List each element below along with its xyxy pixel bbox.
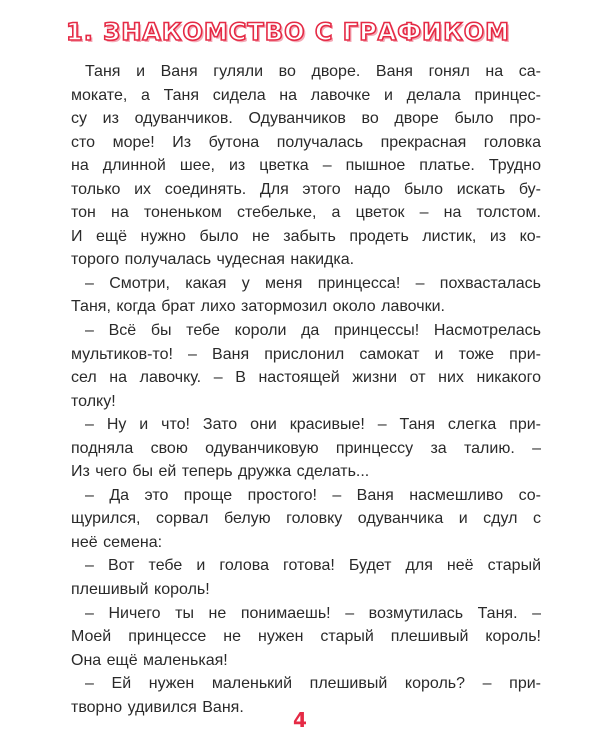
text-line: Таня и Ваня гуляли во дворе. Ваня гонял на са- <box>85 63 541 80</box>
text-line: Из чего бы ей теперь дружка сделать... <box>71 463 370 481</box>
text-line: неё семена: <box>71 533 163 551</box>
text-line: – Всё бы тебе короли да принцессы! Насмотрелась <box>85 322 541 340</box>
text-line: сел на лавочку. – В настоящей жизни от них никакого <box>71 369 541 387</box>
text-line: толку! <box>71 392 116 410</box>
text-line: торого получалась чудесная накидка. <box>71 251 355 269</box>
text-line: – Ничего ты не понимаешь! – возмутилась Таня. – <box>85 604 541 622</box>
text-line: творно удивился Ваня. <box>71 698 244 716</box>
text-line: – Смотри, какая у меня принцесса! – похвасталась <box>85 274 541 292</box>
chapter-title: 1. ЗНАКОМСТВО С ГРАФИКОМ <box>66 18 511 46</box>
page-number: 4 <box>293 708 307 732</box>
text-line: плешивый король! <box>71 581 210 599</box>
text-line: – Да это проще простого! – Ваня насмешливо со- <box>85 486 541 504</box>
text-line: подняла свою одуванчиковую принцессу за талию. – <box>71 439 541 457</box>
text-line: сто море! Из бутона получалась прекрасная головка <box>71 133 541 151</box>
text-line: су из одуванчиков. Одуванчиков во дворе было про- <box>71 110 541 128</box>
text-line: Таня, когда брат лихо затормозил около лавочки. <box>71 298 445 316</box>
text-line: только их соединять. Для этого надо было искать бу- <box>71 180 541 198</box>
text-line: – Ей нужен маленький плешивый король? – при- <box>85 675 541 693</box>
story-text <box>71 60 541 719</box>
text-line: Моей принцессе не нужен старый плешивый король! <box>71 628 541 646</box>
text-line: щурился, сорвал белую головку одуванчика и сдул с <box>71 510 541 528</box>
text-line: – Ну и что! Зато они красивые! – Таня слегка при- <box>85 416 541 434</box>
text-line: мультиков-то! – Ваня прислонил самокат и тоже при- <box>71 345 541 363</box>
text-line: И ещё нужно было не забыть продеть листик, из ко- <box>71 227 541 245</box>
text-line: Она ещё маленькая! <box>71 651 228 669</box>
text-line: тон на тоненьком стебельке, а цветок – на толстом. <box>71 204 541 222</box>
text-line: на длинной шее, из цветка – пышное платье. Трудно <box>71 157 541 175</box>
text-line: – Вот тебе и голова готова! Будет для неё старый <box>85 557 541 575</box>
text-line: мокате, а Таня сидела на лавочке и делала принцес- <box>71 86 541 104</box>
